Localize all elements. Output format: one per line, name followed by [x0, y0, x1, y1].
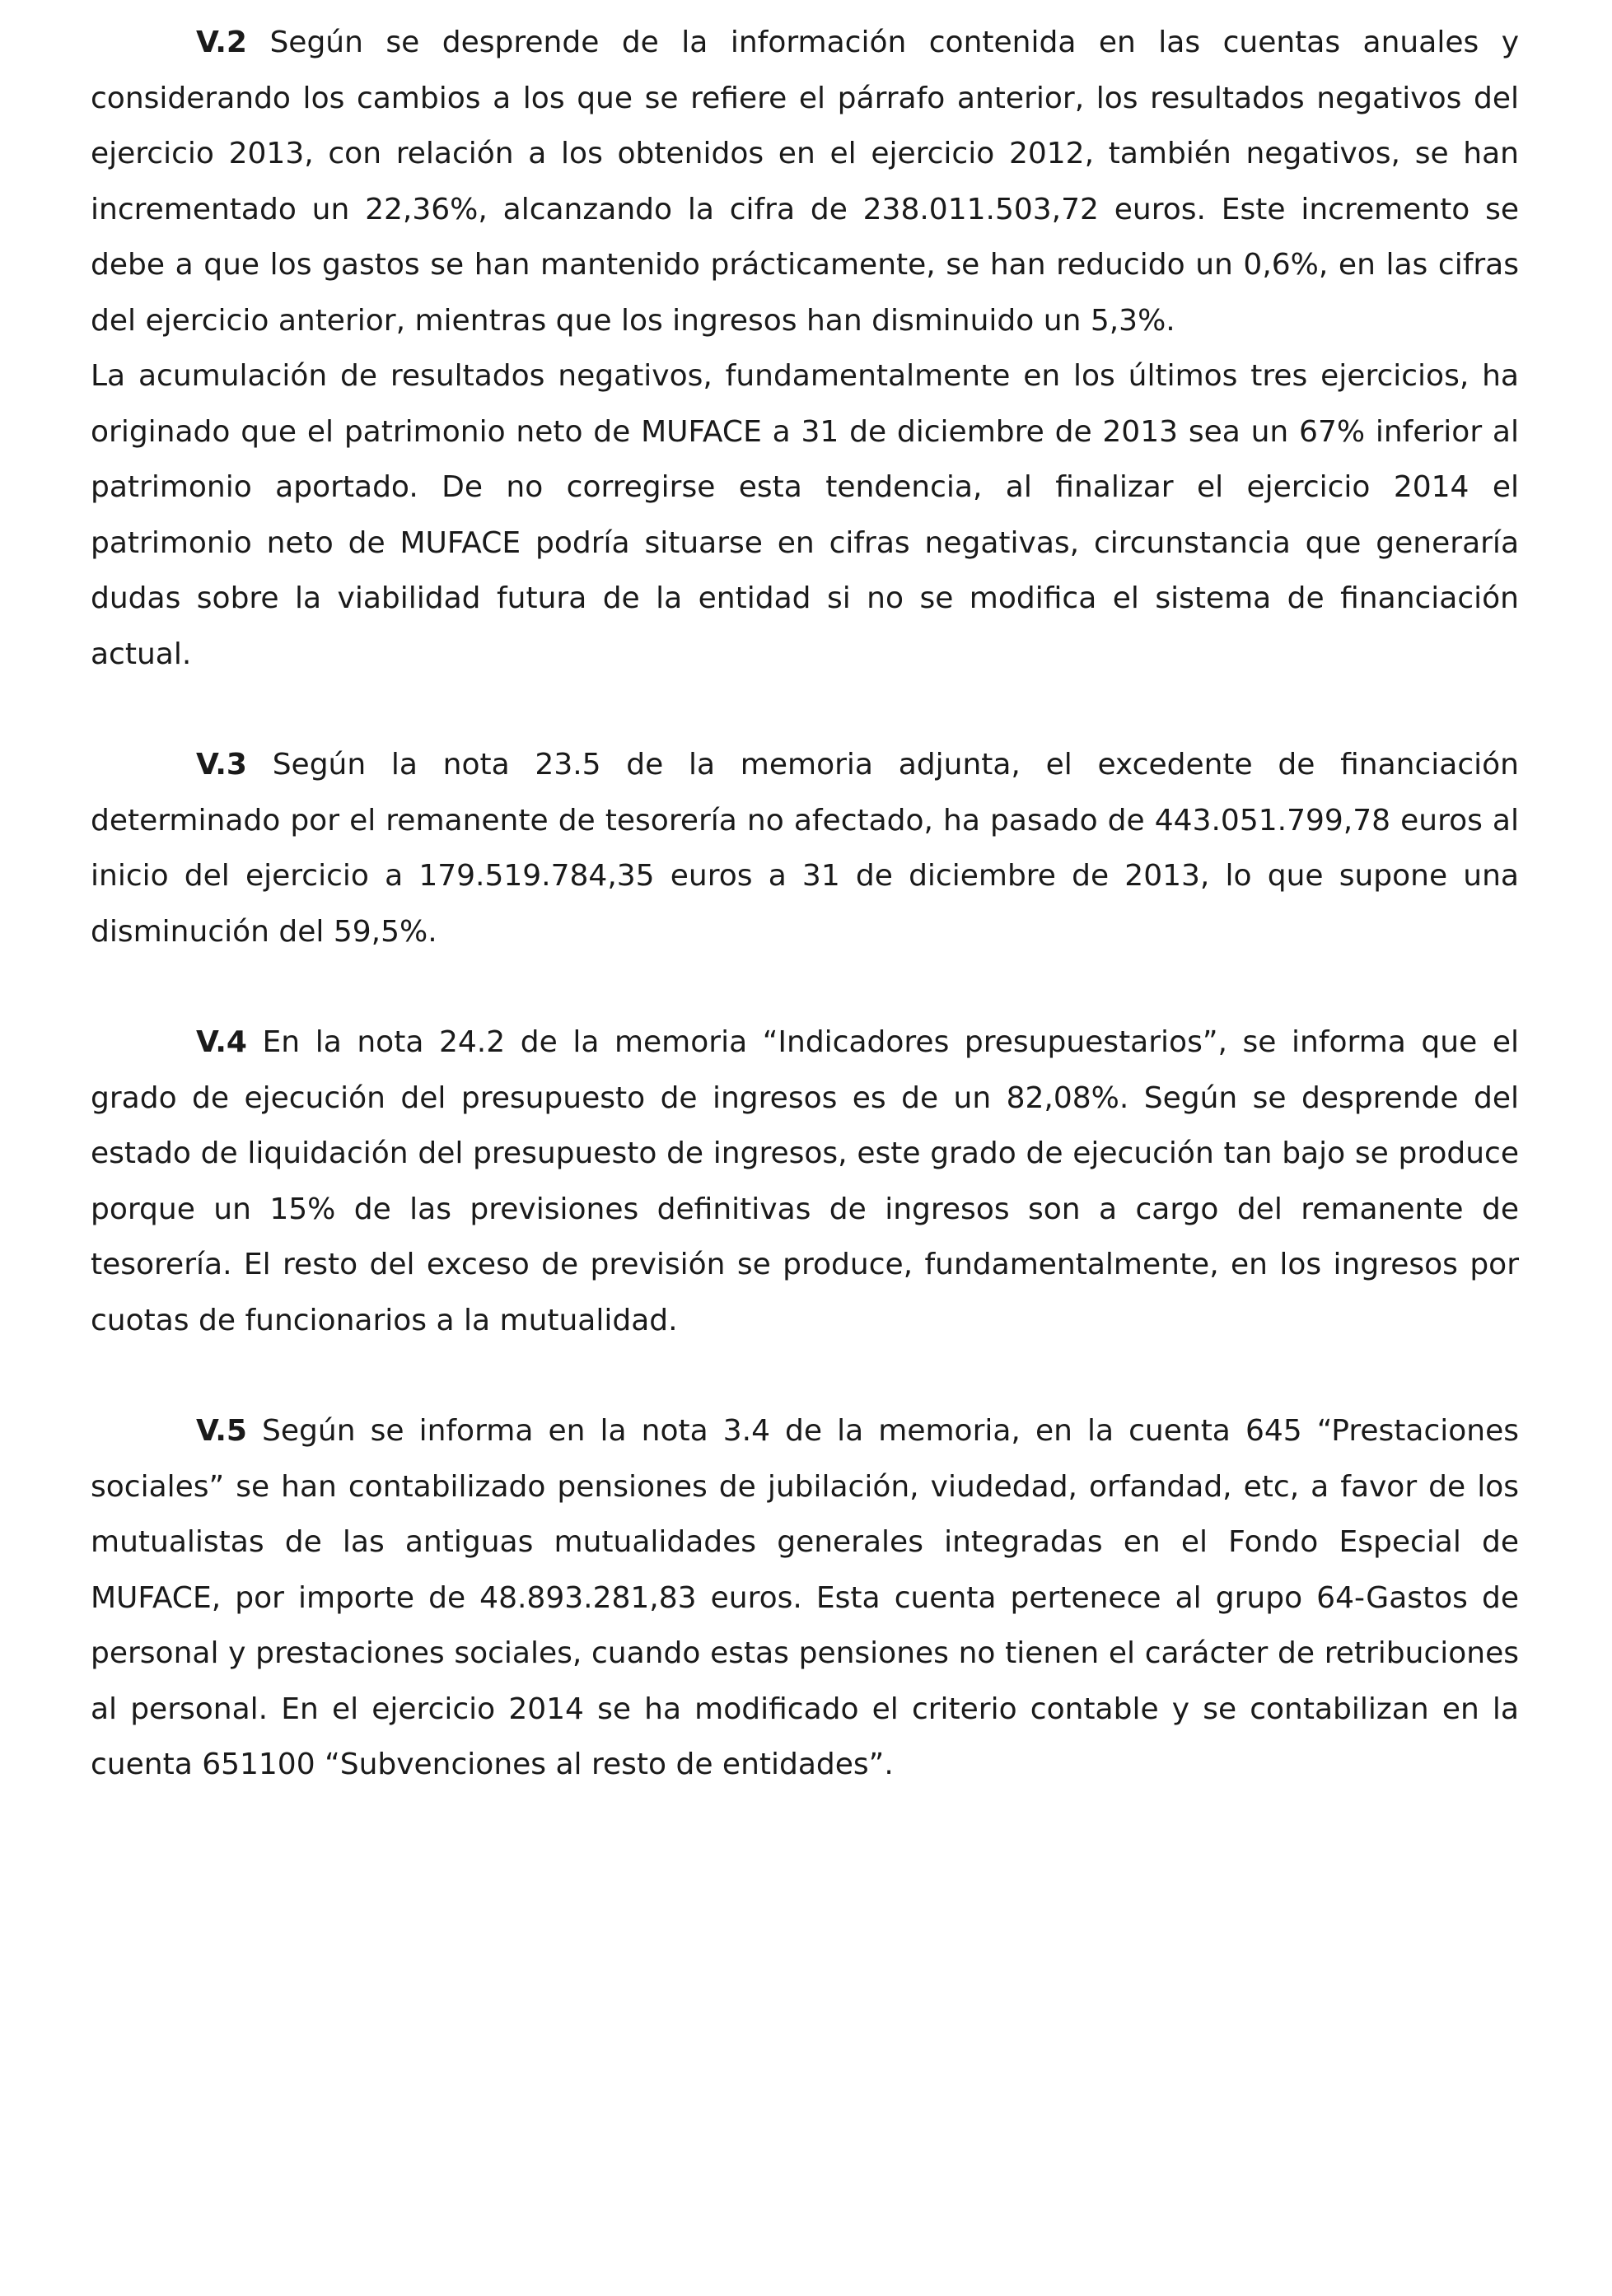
section-spacer — [91, 682, 1519, 737]
section-spacer — [91, 1348, 1519, 1403]
paragraph-text: En la nota 24.2 de la memoria “Indicadores presupuestarios”, se informa que el grado de ejecución del presupuesto de ingresos es de un 82,08%. Según se desprende del estado de liquidación del presupuesto de ingresos, este grado de ejecución tan bajo se produce porque un 15% de las previsiones definitivas de ingresos son a cargo del remanente de tesorería. El resto del exceso de previsión se produce, fundamentalmente, en los ingresos por cuotas de funcionarios a la mutualidad. — [91, 1025, 1519, 1337]
section-v3-paragraph-1 — [91, 737, 1519, 959]
section-v5 — [91, 1403, 1519, 1793]
section-number: V.5 — [196, 1414, 247, 1448]
section-v3 — [91, 737, 1519, 959]
section-spacer — [91, 959, 1519, 1015]
document-body — [91, 15, 1519, 1793]
section-v4 — [91, 1015, 1519, 1348]
section-v2 — [91, 15, 1519, 682]
paragraph-text: Según se informa en la nota 3.4 de la memoria, en la cuenta 645 “Prestaciones sociales” se han contabilizado pensiones de jubilación, viudedad, orfandad, etc, a favor de los mutualistas de las antiguas mutualidades generales integradas en el Fondo Especial de MUFACE, por importe de 48.893.281,83 euros. Esta cuenta pertenece al grupo 64-Gastos de personal y prestaciones sociales, cuando estas pensiones no tienen el carácter de retribuciones al personal. En el ejercicio 2014 se ha modificado el criterio contable y se contabilizan en la cuenta 651100 “Subvenciones al resto de entidades”. — [91, 1414, 1519, 1781]
section-number: V.2 — [196, 26, 247, 59]
paragraph-text: Según la nota 23.5 de la memoria adjunta, el excedente de financiación determinado por el remanente de tesorería no afectado, ha pasado de 443.051.799,78 euros al inicio del ejercicio a 179.519.784,35 euros a 31 de diciembre de 2013, lo que supone una disminución del 59,5%. — [91, 748, 1519, 949]
section-number: V.4 — [196, 1025, 247, 1059]
section-v4-paragraph-1 — [91, 1015, 1519, 1348]
section-v5-paragraph-1 — [91, 1403, 1519, 1793]
paragraph-text: Según se desprende de la información contenida en las cuentas anuales y considerando los cambios a los que se refiere el párrafo anterior, los resultados negativos del ejercicio 2013, con relación a los obtenidos en el ejercicio 2012, también negativos, se han incrementado un 22,36%, alcanzando la cifra de 238.011.503,72 euros. Este incremento se debe a que los gastos se han mantenido prácticamente, se han reducido un 0,6%, en las cifras del ejercicio anterior, mientras que los ingresos han disminuido un 5,3%. — [91, 26, 1519, 338]
section-number: V.3 — [196, 748, 247, 782]
section-v2-paragraph-2 — [91, 348, 1519, 682]
paragraph-text: La acumulación de resultados negativos, fundamentalmente en los últimos tres ejercicios, ha originado que el patrimonio neto de MUFACE a 31 de diciembre de 2013 sea un 67% inferior al patrimonio aportado. De no corregirse esta tendencia, al finalizar el ejercicio 2014 el patrimonio neto de MUFACE podría situarse en cifras negativas, circunstancia que generaría dudas sobre la viabilidad futura de la entidad si no se modifica el sistema de financiación actual. — [91, 359, 1519, 671]
section-v2-paragraph-1 — [91, 15, 1519, 348]
